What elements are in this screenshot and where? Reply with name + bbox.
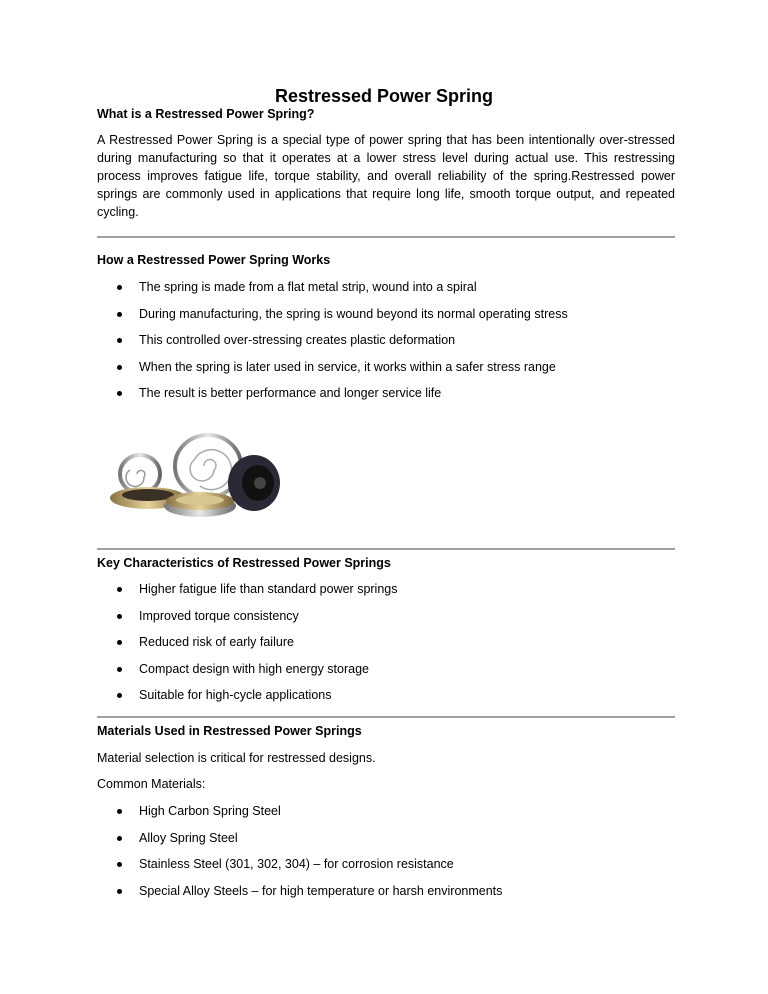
list-item: Improved torque consistency: [97, 608, 675, 635]
divider: [97, 716, 675, 718]
list-item: The spring is made from a flat metal strip, wound into a spiral: [97, 279, 675, 306]
section-heading-how-it-works: How a Restressed Power Spring Works: [97, 253, 331, 267]
materials-paragraph: Material selection is critical for restressed designs.: [97, 751, 376, 765]
intro-paragraph: A Restressed Power Spring is a special type of power spring that has been intentionally over-stressed during manufacturing so that it operates at a lower stress level during actual use. This restressing process improves fatigue life, torque stability, and overall reliability of the spring.Restressed power springs are commonly used in applications that require long life, smooth torque output, and repeated cycling.: [97, 133, 675, 219]
divider: [97, 548, 675, 550]
list-item: Compact design with high energy storage: [97, 661, 675, 688]
materials-subheading: Common Materials:: [97, 777, 206, 791]
list-item: The result is better performance and longer service life: [97, 385, 675, 412]
list-item: Stainless Steel (301, 302, 304) – for corrosion resistance: [97, 856, 675, 883]
page-title: Restressed Power Spring: [274, 86, 494, 106]
key-characteristics-list: [97, 581, 675, 714]
list-item: Special Alloy Steels – for high temperature or harsh environments: [97, 883, 675, 910]
divider: [97, 236, 675, 238]
section-heading-what-is: What is a Restressed Power Spring?: [97, 107, 315, 121]
section-heading-key-characteristics: Key Characteristics of Restressed Power Springs: [97, 556, 391, 570]
list-item: When the spring is later used in service, it works within a safer stress range: [97, 359, 675, 386]
list-item: This controlled over-stressing creates plastic deformation: [97, 332, 675, 359]
materials-list: [97, 803, 675, 909]
list-item: Higher fatigue life than standard power springs: [97, 581, 675, 608]
section-heading-materials: Materials Used in Restressed Power Springs: [97, 724, 362, 738]
list-item: During manufacturing, the spring is wound beyond its normal operating stress: [97, 306, 675, 333]
list-item: Suitable for high-cycle applications: [97, 687, 675, 714]
power-springs-image: [88, 428, 294, 520]
how-it-works-list: [97, 279, 675, 412]
list-item: High Carbon Spring Steel: [97, 803, 675, 830]
list-item: Reduced risk of early failure: [97, 634, 675, 661]
list-item: Alloy Spring Steel: [97, 830, 675, 857]
